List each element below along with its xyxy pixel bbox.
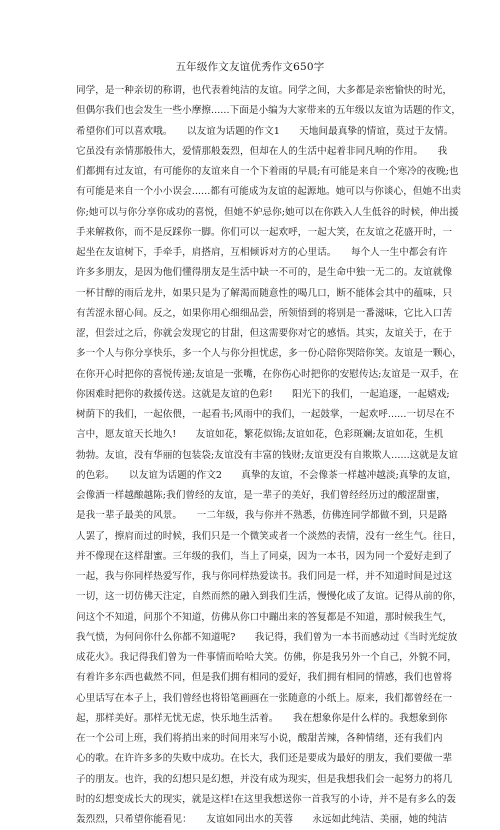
body-text-line: 有着许多东西也截然不同，但是我们拥有相同的爱好，我们拥有相同的情感，我们也曾将 bbox=[76, 672, 453, 684]
body-text-line: 有苦涩永留心间。反之，如果你用心细细品尝，所领悟到的将别是一番滋味，它比入口苦 bbox=[76, 307, 453, 319]
body-text-line: 起，那样美好。那样无忧无虑，快乐地生活着。 我在想象你是什么样的。我想象到你 bbox=[76, 712, 448, 724]
body-text-line: 勃勃。友谊，没有华丽的包装袋;友谊没有丰富的钱财;友谊更没有自欺欺人......这就是友谊 bbox=[76, 449, 458, 461]
body-text-line: 的色彩。 以友谊为话题的作文2 真挚的友谊，不会像茶一样越冲越淡;真挚的友谊， bbox=[76, 469, 457, 481]
body-text-line: 一切，这一切仿佛天注定，自然而然的融入到我们生活，慢慢化成了友谊。记得从前的你， bbox=[76, 591, 462, 603]
body-text-line: 轰烈烈，只希望你能看见： 友谊如同出水的芙蓉 永远如此纯洁、美丽，她的纯洁 bbox=[76, 814, 448, 825]
document-body bbox=[76, 81, 462, 830]
body-text-line: 会像酒一样越酿越陈;我们曾经的友谊，是一辈子的美好，我们曾经经历过的酸涩甜蜜， bbox=[76, 490, 446, 501]
body-text-line: 树荫下的我们，一起依偎，一起看书;风雨中的我们，一起鼓掌，一起欢呼......一切尽在不 bbox=[76, 409, 455, 420]
body-text-line: 在你开心时把你的喜悦传递;友谊是一张嘴，在你伤心时把你的安慰传达;友谊是一双手，在 bbox=[76, 368, 459, 380]
body-text-line: 涩，但尝过之后，你就会发现它的甘甜，但这需要你对它的感悟。其实，友谊关于，在于 bbox=[76, 328, 453, 339]
body-text-line: 希望你们可以喜欢哦。 以友谊为话题的作文1 天地间最真挚的情谊，莫过于友情。 bbox=[76, 125, 454, 137]
body-text-line: 在一个公司上班，我们将捎出来的时间用来写小说，酸甜苦辣，各种情绪，还有我们内 bbox=[76, 733, 443, 744]
body-text-line: 起坐在友谊树下，手牵手，肩搭肩，互相倾诉对方的心里话。 每个人一生中都会有许 bbox=[76, 247, 448, 258]
body-text-line: 人罢了，擦肩而过的时候，我们只是一个微笑或者一个淡然的表情，没有一丝生气。往日， bbox=[76, 530, 462, 542]
body-text-line: 并不像现在这样甜蜜。三年级的我们，当上了同桌，因为一本书，因为同一个爱好走到了 bbox=[76, 550, 453, 562]
body-text-line: 有可能是来自一个小小误会......都有可能成为友谊的起源地。她可以与你谈心，但她不出卖 bbox=[76, 186, 462, 198]
body-text-line: 同学，是一种亲切的称谓，也代表着纯洁的友谊。同学之间，大多都是亲密愉快的时光， bbox=[76, 85, 453, 96]
body-text-line: 我气愤，为何问你什么你都不知道呢? 我记得，我们曾为一本书而感动过《当时光绽放 bbox=[76, 631, 458, 643]
body-text-line: 时的幻想变成长大的现实，就是这样!在这里我想送你一首我写的小诗，并不是有多么的轰 bbox=[76, 793, 457, 805]
body-text-line: 许多多朋友，是因为他们懂得朋友是生活中缺一不可的，是生命中独一无二的。友谊就像 bbox=[76, 267, 453, 279]
body-text-line: 手来解救你，而不是反踩你一脚。你们可以一起欢呼，一起大笑，在友谊之花盛开时，一 bbox=[76, 226, 453, 238]
body-text-line: 但偶尔我们也会发生一些小摩擦......下面是小编为大家带来的五年级以友谊为话题的作文， bbox=[76, 105, 462, 117]
body-text-line: 成花火》。我记得我们曾为一件事情而哈哈大笑。仿佛，你是我另外一个自己，外貌不同， bbox=[76, 652, 457, 663]
body-text-line: 问这个不知道，问那个不知道，仿佛从你口中蹦出来的答复都是不知道，那时候我生气， bbox=[76, 611, 453, 623]
body-text-line: 心里话写在本子上，我们曾经也将铅笔画画在一张随意的小纸上。原来，我们都曾经在一 bbox=[76, 692, 453, 704]
body-text-line: 是我一辈子最美的风景。 一二年级，我与你并不熟悉，仿佛连同学都做不到，只是路 bbox=[76, 510, 448, 522]
body-text-line: 一起，我与你同样热爱写作，我与你同样热爱读书。我们同是一样，并不知道时间是过这 bbox=[76, 571, 453, 582]
body-text-line: 你困难时把你的救援传送。这就是友谊的色彩! 阳光下的我们，一起追逐，一起嬉戏; bbox=[76, 388, 450, 400]
body-text-line: 们都拥有过友谊，有可能你的友谊来自一个下着雨的早晨;有可能是来自一个寒冷的夜晚;也 bbox=[76, 166, 459, 177]
body-text-line: 一杯甘醇的雨后龙井，如果只是为了解渴而随意性的喝几口，断不能体会其中的蕴味，只 bbox=[76, 287, 453, 299]
body-text-line: 子的朋友。也许，我的幻想只是幻想，并没有成为现实，但是我想我们会一起努力的将几 bbox=[76, 773, 453, 785]
body-text-line: 它虽没有亲情那般伟大，爱情那般轰烈，但却在人的生活中起着非同凡响的作用。 我 bbox=[76, 145, 448, 157]
body-text-line: 你;她可以与你分享你成功的喜悦，但她不妒忌你;她可以在你跌入人生低谷的时候，伸出援 bbox=[76, 206, 459, 218]
body-text-line: 多一个人与你分享快乐，多一个人与你分担忧虑，多一份心陪你哭陪你笑。友谊是一颗心， bbox=[76, 348, 462, 360]
body-text-line: 言中，愿友谊天长地久! 友谊如花，繁花似锦;友谊如花，色彩斑斓;友谊如花，生机 bbox=[76, 429, 444, 441]
body-text-line: 心的歌。在许许多多的失败中成功。在长大，我们还是要成为最好的朋友，我们要做一辈 bbox=[76, 753, 453, 765]
document-title: 五年级作文友谊优秀作文650字 bbox=[175, 61, 325, 73]
